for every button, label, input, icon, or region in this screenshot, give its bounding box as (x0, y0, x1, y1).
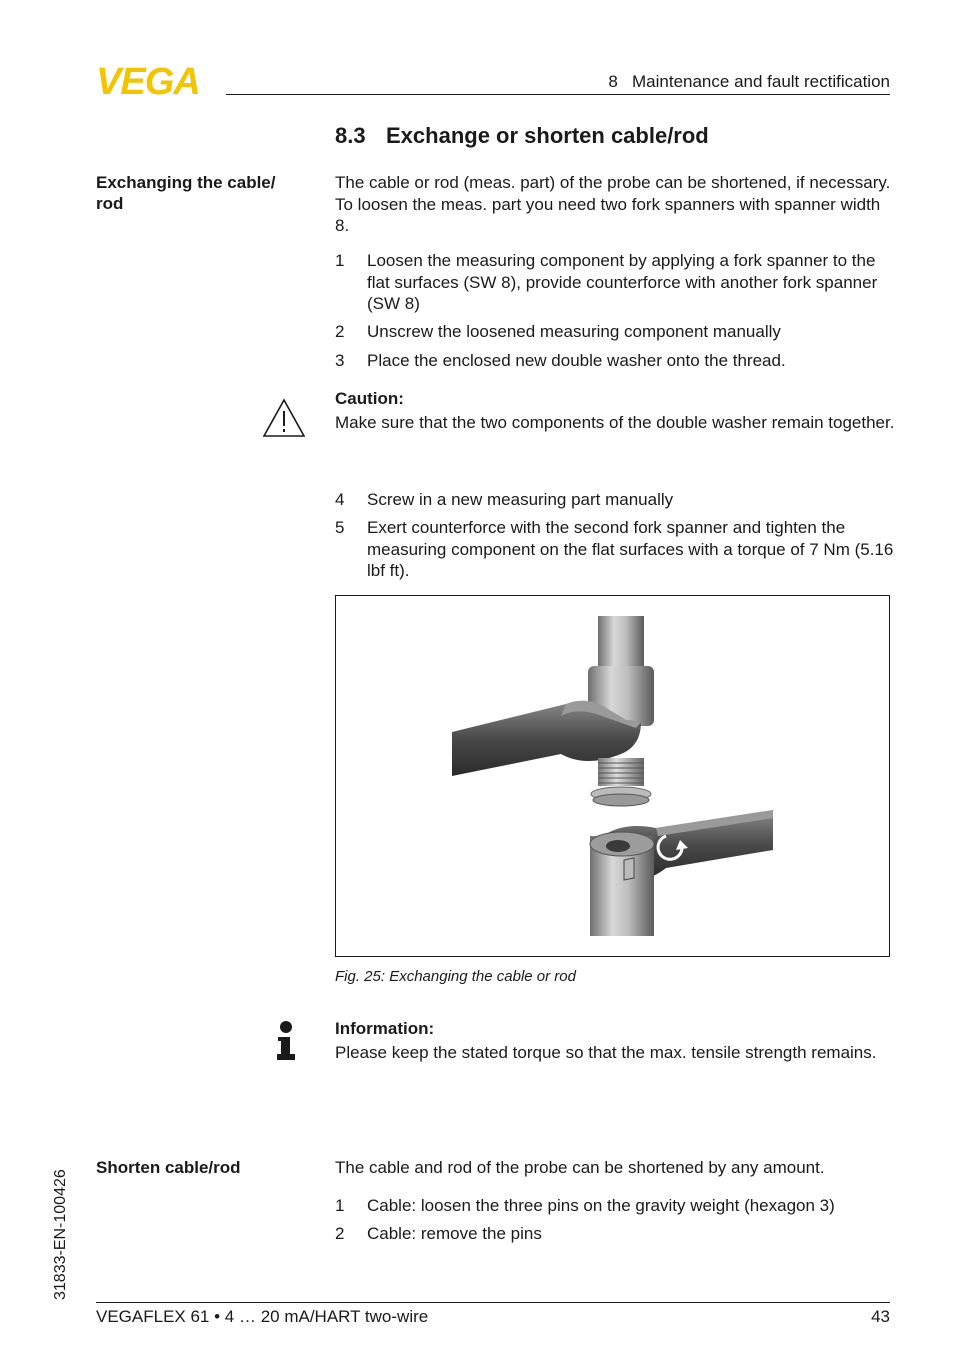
step-number: 2 (335, 322, 345, 341)
step-text: Loosen the measuring component by applying a fork spanner to the flat surfaces (SW 8), provide counterforce with another fork spanner (SW 8) (367, 251, 878, 313)
information-text: Please keep the stated torque so that the max. tensile strength remains. (335, 1042, 877, 1062)
step-number: 3 (335, 351, 345, 370)
section-title: Exchange or shorten cable/rod (386, 123, 709, 148)
document-id: 31833-EN-100426 (52, 1169, 69, 1300)
warning-triangle-icon (262, 398, 306, 438)
caution-text: Make sure that the two components of the double washer remain together. (335, 412, 895, 432)
step-text: Cable: loosen the three pins on the gravity weight (hexagon 3) (367, 1196, 835, 1215)
step-number: 4 (335, 490, 345, 509)
step-item (335, 350, 895, 372)
footer-product: VEGAFLEX 61 • 4 … 20 mA/HART two-wire (96, 1307, 429, 1326)
step-text: Unscrew the loosened measuring component manually (367, 322, 781, 341)
caution-heading: Caution: (335, 389, 404, 408)
step-item (335, 517, 895, 582)
spanner-illustration (336, 596, 889, 956)
side-label-shorten: Shorten cable/rod (96, 1158, 241, 1177)
step-text: Exert counterforce with the second fork spanner and tighten the measuring component on the flat surfaces with a torque of 7 Nm (5.16 lbf ft). (367, 518, 894, 580)
step-number: 1 (335, 1196, 345, 1215)
step-text: Place the enclosed new double washer onto the thread. (367, 351, 786, 370)
figure-caption: Fig. 25: Exchanging the cable or rod (335, 968, 576, 985)
step-text: Cable: remove the pins (367, 1224, 542, 1243)
step-number: 2 (335, 1224, 345, 1243)
section-number: 8.3 (335, 123, 366, 148)
information-heading: Information: (335, 1019, 435, 1038)
section-reference: 8 Maintenance and fault rectification (608, 72, 890, 91)
logo-text: VEGA (96, 62, 200, 98)
exchange-intro: The cable or rod (meas. part) of the probe can be shortened, if necessary. To loosen the meas. part you need two fork spanners with spanner width 8. (335, 173, 891, 235)
step-number: 5 (335, 518, 345, 537)
vega-logo (96, 62, 220, 98)
step-number: 1 (335, 251, 345, 270)
information-icon (276, 1020, 296, 1062)
header-rule (226, 94, 890, 95)
step-item (335, 321, 895, 343)
step-item (335, 1223, 895, 1245)
step-item (335, 250, 895, 315)
caution-notice (335, 388, 895, 433)
side-label-exchange: Exchanging the cable/ rod (96, 173, 276, 213)
footer-rule (96, 1302, 890, 1303)
page-number: 43 (871, 1307, 890, 1326)
step-item (335, 489, 895, 511)
step-item (335, 1195, 895, 1217)
figure-frame (335, 595, 890, 957)
step-text: Screw in a new measuring part manually (367, 490, 674, 509)
section-heading (335, 123, 709, 149)
shorten-intro: The cable and rod of the probe can be shortened by any amount. (335, 1158, 825, 1177)
information-notice (335, 1018, 895, 1063)
